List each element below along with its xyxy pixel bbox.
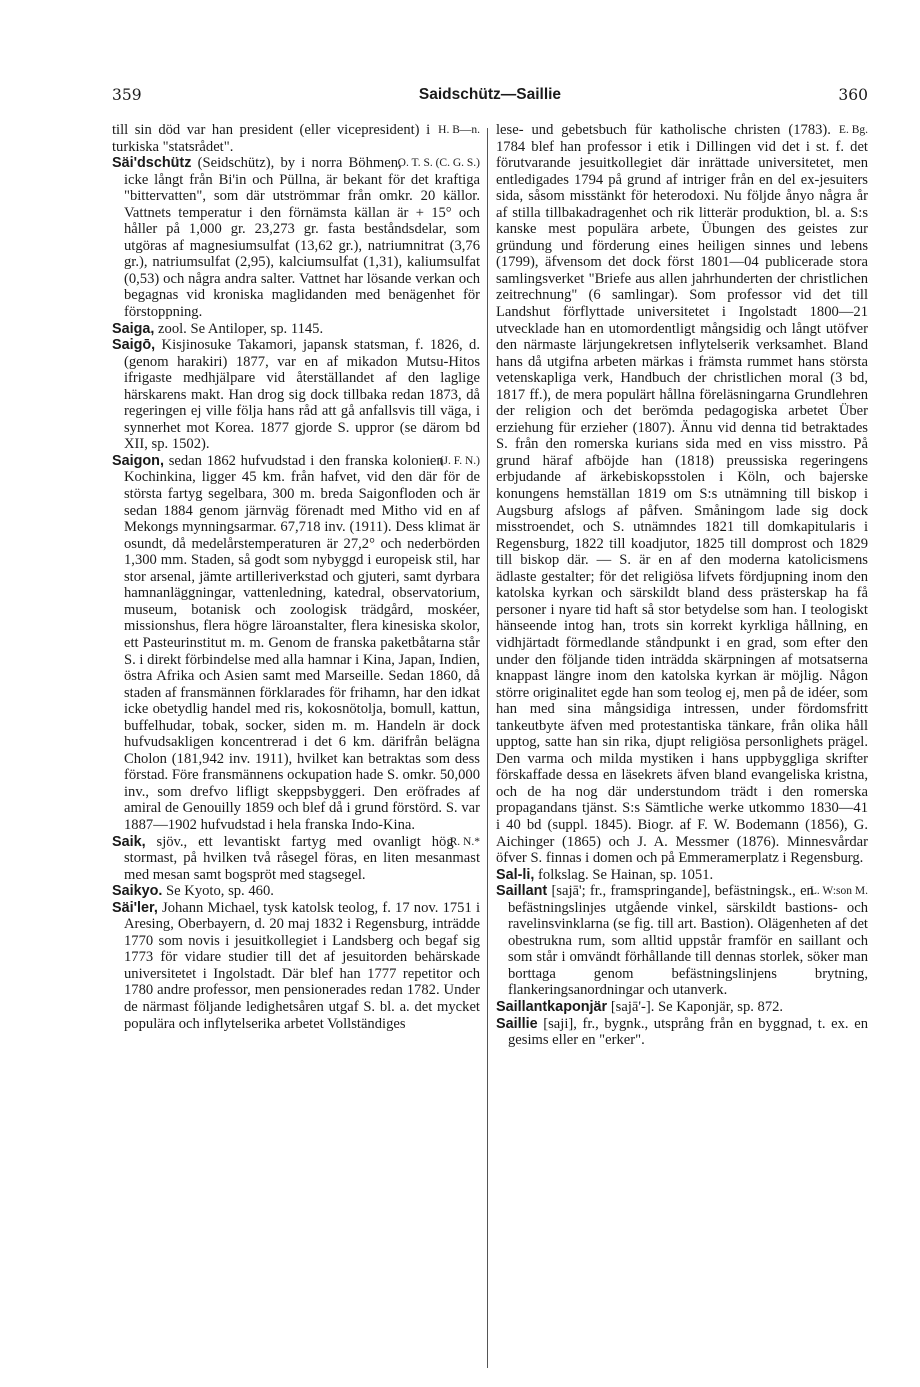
author-signature: (J. F. N.) (439, 454, 480, 467)
entry-headword: Sal-li, (496, 866, 535, 883)
entry-text: [sajā'; fr., framspringande], befästningsk., en befästningslinjes utgående vinkel, särskildt bastions- och ravelinsvinklarna (se fig. till art. Bastion). Olägenheten af det obestrukna rum, som alltid uppstår framför en saillant och som står i omvändt förhållande till dennas storlek, söker man borttaga genom befästningslinjens brytning, flankeringsanordningar och utanverk. (508, 883, 868, 999)
dictionary-entry (112, 883, 480, 900)
entry-text: folkslag. Se Hainan, sp. 1051. (534, 866, 714, 883)
entry-headword: Saigō, (112, 337, 156, 354)
entry-text: sjöv., ett levantiskt fartyg med ovanligt hög stormast, på hvilken två råsegel föras, en liten mesanmast med mesan samt bogspröt med stagsegel. (124, 833, 480, 883)
entry-text: Se Kyoto, sp. 460. (162, 883, 274, 900)
entry-text: Johann Michael, tysk katolsk teolog, f. 17 nov. 1751 i Aresing, Oberbayern, d. 20 maj 1832 i Regensburg, inträdde 1770 som novis i jesuitkollegiet i Landsberg och begaf sig 1773 för vidare studier till det af jesuitorden behärskade universitetet i Ingolstadt. Där blef han 1777 repetitor och 1780 andre professor, men pensionerades redan 1782. Under de närmast följande ledighetsåren utgaf S. bl. a. det mycket populära och inflytelserika arbetet Vollständiges (124, 899, 480, 1032)
author-signature: E. Bg. (838, 124, 868, 136)
author-signature: L. W:son M. (809, 885, 868, 898)
entry-text: lese- und gebetsbuch für katholische christen (1783). 1784 blef han professor i etik i Dillingen vid det i st. f. det förutvarande jesuitkollegiet där inrättade universitetet, men entledigades 1794 på grund af intriger från en del ex-jesuiters sida, såsom misstänkt för heterodoxi. Nu följde ånyo några år af stilla tillbakadragenhet och rik litterär produktion, bl. a. S:s kanske mest populära arbete, Übungen des geistes zur gründung und förderung eines heiligen sinnes und lebens (1799), äfvensom det dock först 1801—04 publicerade stora samlingsverket "Briefe aus allen jahrhunderten der christlichen zeitrechnung" (6 samlingar). Som professor vid det till Landshut förflyttade universitetet i Ingolstadt 1800—21 utvecklade han en utomordentligt mångsidig och långt utöfver den närmaste lärjungekretsen inflytelserik verksamhet. Bland hans då utgifna arbeten märkas i främsta rummet hans största vetenskapliga verk, Handbuch der christlichen moral (3 bd, 1817 ff.), de mera populärt hållna föreläsningarna Grundlehren der religion och det berömda pedagogiska arbetet Über erziehung für erzieher (1807). Ännu vid denna tid betraktades S. från den romerska kurians sida med en viss misstro. På grund häraf afböjde han (1818) preussiska regeringens erbjudande af ärkebiskopsstolen i Köln, och bajerske konungens hemställan 1819 om S:s utnämning till biskop i Augsburg afslogs af påfven. Småningom lade sig dock misstroendet, och S. utnämndes 1821 till domkapitularis i Regensburg, 1822 till koadjutor, 1825 till domprost och 1829 till biskop där. — S. är en af den moderna katolicismens ädlaste gestalter; för det religiösa lifvets fördjupning inom den katolska kyrkan och särskildt bland dess prästerskap ha få personer i nyare tid haft så stor betydelse som han. I teologiskt hänseende intog han, trots sin korrekt kyrkliga hållning, en vidhjärtadt förmedlande ståndpunkt i en grad, som efter den under den följande tiden inträdda skärpningen af motsatserna knappast längre inom den katolska kyrkan är möjlig. Någon större originalitet egde han som teolog ej, men på de idéer, som han med sina mångsidiga intressen, under fördomsfritt tankeutbyte äfven med protestantiska tänkare, från olika håll upptog, satte han sin rika, djupt religiösa personlighets prägel. Den varma och milda mystiken i hans uppbyggliga skrifter förskaffade dessa en läsekrets äfven bland evangeliska kristna, och de ha nog där understundom trädt i den romerska propagandans tjänst. S:s Sämtliche werke utkommo 1830—41 i 40 bd (suppl. 1845). Biogr. af F. W. Bodemann (1856), G. Aichinger (1865) och J. A. Messmer (1876). Minnesvårdar öfver S. finnas i domen och på Emmeramerplatz i Regensburg. (496, 122, 868, 867)
entry-headword: Säi'ler, (112, 899, 158, 916)
left-page-number: 359 (112, 86, 142, 104)
entry-headword: Saik, (112, 833, 146, 850)
entry-headword: Saiga, (112, 320, 155, 337)
entry-headword: Saigon, (112, 452, 164, 469)
dictionary-entry (496, 883, 868, 999)
entry-headword: Saillie (496, 1015, 538, 1032)
dictionary-entry (112, 337, 480, 453)
entry-text: zool. Se Antiloper, sp. 1145. (154, 320, 324, 337)
entry-text: [sajā'-]. Se Kaponjär, sp. 872. (607, 998, 784, 1015)
entry-headword: Saillantkaponjär (496, 998, 608, 1015)
column-divider (487, 128, 488, 1368)
dictionary-entry (496, 1016, 868, 1049)
entry-text: (Seidschütz), by i norra Böhmen, icke långt från Bi'in och Püllna, är bekant för det kraftiga "bittervatten", som där utströmmar från omkr. 20 källor. Vattnets temperatur i den förnämsta källan är + 15° och håller på 1,000 gr. 23,273 gr. fasta beståndsdelar, som utgöras af magnesiumsulfat (13,62 gr.), natriumnitrat (3,76 gr.), natriumsulfat (2,95), kalciumsulfat (1,31), kaliumsulfat (0,53) och några andra salter. Vattnet har lösande verkan och begagnas vid kroniska maglidanden med benägenhet för förstoppning. (124, 155, 480, 321)
dictionary-entry (112, 900, 480, 1032)
entry-text: [saji], fr., bygnk., utsprång från en byggnad, t. ex. en gesims eller en "erker". (508, 1015, 868, 1049)
dictionary-entry (112, 834, 480, 884)
dictionary-entry (496, 999, 868, 1016)
entry-headword: Saikyo. (112, 883, 163, 900)
author-signature: R. N.* (449, 835, 480, 848)
dictionary-entry (112, 122, 480, 155)
author-signature: H. B—n. (438, 124, 480, 136)
right-column (496, 122, 868, 1049)
dictionary-entry (112, 321, 480, 338)
dictionary-entry (496, 122, 868, 867)
entry-text: till sin död var han president (eller vicepresident) i turkiska "statsrådet". (112, 122, 431, 155)
entry-text: Kisjinosuke Takamori, japansk statsman, f. 1826, d. (genom harakiri) 1877, var en af mikadon Mutsu-Hitos ifrigaste medhjälpare vid återställandet af den laglige härskarens makt. Han drog sig dock tillbaka redan 1873, då regeringen ej ville följa hans råd att gå anfallsvis till väga, i synnerhet mot Korea. 1877 gjorde S. uppror (se därom bd XII, sp. 1502). (124, 337, 480, 453)
entry-text: sedan 1862 hufvudstad i den franska kolonien Kochinkina, ligger 45 km. från hafvet, vid den där för de största fartyg segelbara, 300 m. breda Saigonfloden och är sedan 1884 genom järnväg förenadt med Mitho vid en af Mekongs mynningsarmar. 67,718 inv. (1911). Dess klimat är osundt, då medelårstemperaturen är 27,2° och nederbörden 1,300 mm. Staden, så godt som nybyggd i europeisk stil, har stor arsenal, jämte artilleriverkstad och gjuteri, samt dyrbara hamnanläggningar, vattenledning, katedral, observatorium, museum, botanisk och zoologisk trädgård, moskéer, missionshus, flera högre läroanstalter, flera kinesiska skolor, ett Pasteurinstitut m. m. Genom de franska paketbåtarna står S. i direkt förbindelse med alla hamnar i Kina, Japan, Indien, östra Afrika och Asien samt med Marseille. Sedan 1860, då staden af fransmännen förklarades för frihamn, har den idkat icke obetydlig handel med ris, kokosnötolja, bomull, kattun, buffelhudar, tobak, socker, siden m. m. Handeln är dock hufvudsakligen koncentrerad i det 6 km. därifrån belägna Cholon (181,942 inv. 1911), hvilket kan betraktas som dess förstad. Före fransmännens ockupation hade S. omkr. 50,000 inv., som drefvo lifligt skeppsbyggeri. Den eröfrades af amiral de Genouilly 1859 och blef då i grund förstörd. S. var 1887—1902 hufvudstad i hela franska Indo-Kina. (124, 452, 480, 833)
running-title: Saidschütz—Saillie (418, 86, 562, 103)
page-header (112, 86, 868, 108)
right-page-number: 360 (838, 86, 868, 104)
left-column (112, 122, 480, 1032)
entry-headword: Saillant (496, 883, 548, 900)
dictionary-entry (496, 867, 868, 884)
dictionary-entry (112, 453, 480, 834)
entry-headword: Säi'dschütz (112, 155, 192, 172)
author-signature: O. T. S. (C. G. S.) (397, 157, 480, 170)
dictionary-entry (112, 155, 480, 320)
